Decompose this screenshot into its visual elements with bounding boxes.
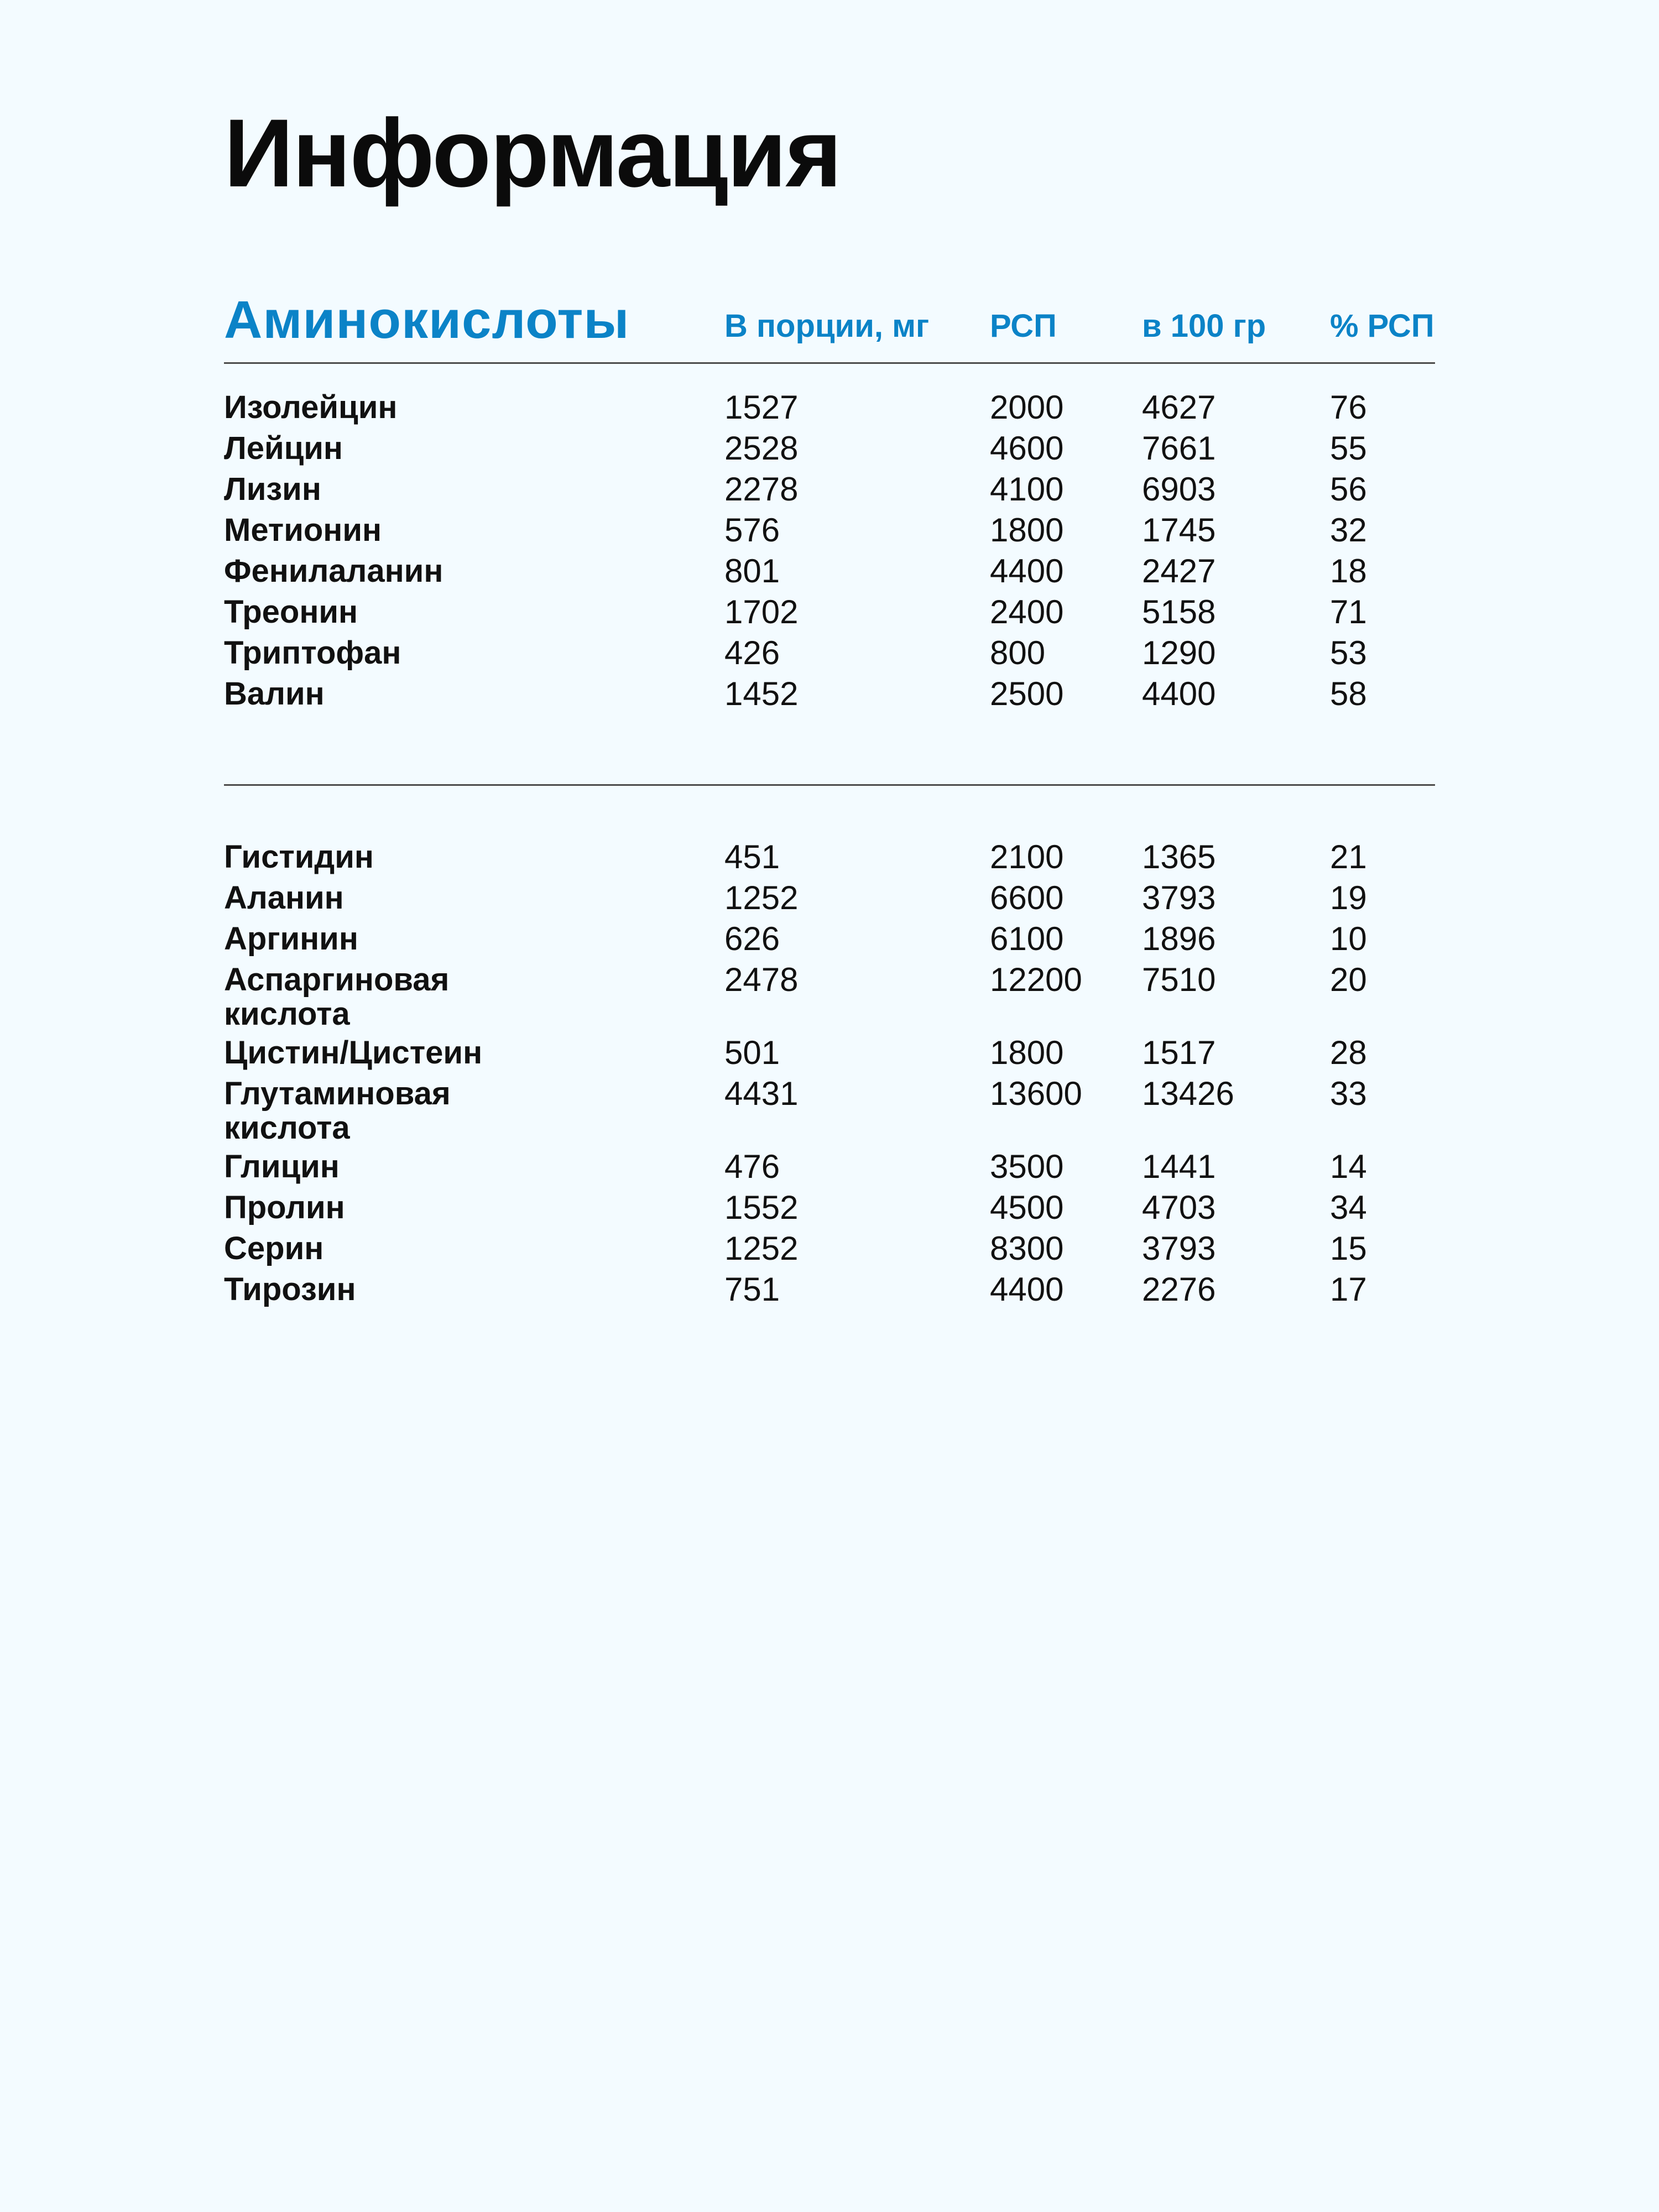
percent-rsp-value: 56 <box>1330 471 1367 508</box>
percent-rsp-value: 33 <box>1330 1075 1367 1112</box>
rsp-value: 4600 <box>990 430 1064 467</box>
percent-rsp-value: 28 <box>1330 1034 1367 1071</box>
percent-rsp-value: 32 <box>1330 512 1367 549</box>
table-row <box>224 881 1435 922</box>
amino-acid-name: Пролин <box>224 1190 345 1225</box>
portion-value: 1552 <box>724 1189 799 1226</box>
rsp-value: 2400 <box>990 593 1064 630</box>
rsp-value: 8300 <box>990 1230 1064 1267</box>
percent-rsp-value: 19 <box>1330 879 1367 916</box>
portion-value: 501 <box>724 1034 780 1071</box>
table-row <box>224 472 1435 513</box>
rsp-value: 4100 <box>990 471 1064 508</box>
portion-value: 426 <box>724 634 780 671</box>
table-row <box>224 1272 1435 1313</box>
amino-acid-name: Аспаргиновая кислота <box>224 962 450 1032</box>
rsp-value: 1800 <box>990 512 1064 549</box>
per-100g-value: 4703 <box>1142 1189 1216 1226</box>
amino-acid-name: Аланин <box>224 880 344 916</box>
per-100g-value: 4400 <box>1142 675 1216 712</box>
table-row <box>224 922 1435 963</box>
per-100g-value: 4627 <box>1142 389 1216 426</box>
per-100g-value: 1365 <box>1142 838 1216 875</box>
portion-value: 1252 <box>724 879 799 916</box>
per-100g-value: 1896 <box>1142 920 1216 957</box>
table-row <box>224 636 1435 677</box>
portion-value: 1452 <box>724 675 799 712</box>
percent-rsp-value: 18 <box>1330 552 1367 589</box>
rsp-header: РСП <box>990 308 1057 344</box>
amino-acid-name: Валин <box>224 676 325 712</box>
rsp-value: 3500 <box>990 1148 1064 1185</box>
rsp-value: 2100 <box>990 838 1064 875</box>
portion-value: 451 <box>724 838 780 875</box>
rsp-value: 2500 <box>990 675 1064 712</box>
portion-value: 4431 <box>724 1075 799 1112</box>
portion-value: 2528 <box>724 430 799 467</box>
per-100g-value: 5158 <box>1142 593 1216 630</box>
essential-amino-acids-section <box>224 364 1435 718</box>
rsp-value: 4400 <box>990 1271 1064 1308</box>
amino-acid-name: Аргинин <box>224 921 358 957</box>
table-row <box>224 513 1435 554</box>
rsp-value: 4500 <box>990 1189 1064 1226</box>
percent-rsp-value: 71 <box>1330 593 1367 630</box>
percent-rsp-value: 20 <box>1330 961 1367 998</box>
portion-value: 801 <box>724 552 780 589</box>
amino-acid-name: Цистин/Цистеин <box>224 1035 483 1071</box>
nonessential-amino-acids-section <box>224 786 1435 1313</box>
rsp-value: 2000 <box>990 389 1064 426</box>
portion-value: 751 <box>724 1271 780 1308</box>
percent-rsp-value: 53 <box>1330 634 1367 671</box>
portion-value: 2478 <box>724 961 799 998</box>
amino-acid-name: Изолейцин <box>224 389 398 425</box>
amino-acid-name: Фенилаланин <box>224 553 444 589</box>
amino-acids-table <box>224 279 1435 1313</box>
per-100g-header: в 100 гр <box>1142 308 1266 344</box>
percent-rsp-value: 55 <box>1330 430 1367 467</box>
per-100g-value: 3793 <box>1142 879 1216 916</box>
percent-rsp-value: 76 <box>1330 389 1367 426</box>
amino-acid-name: Триптофан <box>224 635 401 671</box>
percent-rsp-value: 10 <box>1330 920 1367 957</box>
rsp-value: 6600 <box>990 879 1064 916</box>
portion-header: В порции, мг <box>724 308 930 344</box>
amino-acid-name: Гистидин <box>224 839 374 875</box>
portion-value: 476 <box>724 1148 780 1185</box>
table-row <box>224 677 1435 718</box>
amino-acid-name: Лейцин <box>224 430 343 466</box>
per-100g-value: 3793 <box>1142 1230 1216 1267</box>
portion-value: 576 <box>724 512 780 549</box>
per-100g-value: 2427 <box>1142 552 1216 589</box>
table-row <box>224 554 1435 595</box>
amino-acid-name: Лизин <box>224 471 321 507</box>
table-row <box>224 595 1435 636</box>
percent-rsp-header: % РСП <box>1330 308 1434 344</box>
portion-value: 1527 <box>724 389 799 426</box>
per-100g-value: 1441 <box>1142 1148 1216 1185</box>
per-100g-value: 6903 <box>1142 471 1216 508</box>
per-100g-value: 13426 <box>1142 1075 1234 1112</box>
percent-rsp-value: 15 <box>1330 1230 1367 1267</box>
per-100g-value: 1517 <box>1142 1034 1216 1071</box>
table-row <box>224 1150 1435 1191</box>
table-row <box>224 963 1435 1036</box>
table-row <box>224 431 1435 472</box>
percent-rsp-value: 17 <box>1330 1271 1367 1308</box>
per-100g-value: 7510 <box>1142 961 1216 998</box>
table-row <box>224 1077 1435 1150</box>
amino-acids-header: Аминокислоты <box>224 290 630 349</box>
percent-rsp-value: 34 <box>1330 1189 1367 1226</box>
per-100g-value: 2276 <box>1142 1271 1216 1308</box>
amino-acid-name: Метионин <box>224 512 382 548</box>
rsp-value: 6100 <box>990 920 1064 957</box>
amino-acid-name: Серин <box>224 1230 324 1266</box>
amino-acid-name: Глутаминовая кислота <box>224 1076 451 1146</box>
amino-acid-name: Тирозин <box>224 1271 356 1307</box>
table-row <box>224 390 1435 431</box>
per-100g-value: 1745 <box>1142 512 1216 549</box>
portion-value: 1252 <box>724 1230 799 1267</box>
per-100g-value: 1290 <box>1142 634 1216 671</box>
rsp-value: 1800 <box>990 1034 1064 1071</box>
table-row <box>224 1232 1435 1272</box>
percent-rsp-value: 58 <box>1330 675 1367 712</box>
table-header <box>224 279 1435 362</box>
portion-value: 2278 <box>724 471 799 508</box>
rsp-value: 12200 <box>990 961 1082 998</box>
table-row <box>224 840 1435 881</box>
table-row <box>224 1191 1435 1232</box>
percent-rsp-value: 21 <box>1330 838 1367 875</box>
rsp-value: 13600 <box>990 1075 1082 1112</box>
per-100g-value: 7661 <box>1142 430 1216 467</box>
page-title: Информация <box>224 100 841 207</box>
amino-acid-name: Треонин <box>224 594 358 630</box>
rsp-value: 4400 <box>990 552 1064 589</box>
rsp-value: 800 <box>990 634 1046 671</box>
percent-rsp-value: 14 <box>1330 1148 1367 1185</box>
table-row <box>224 1036 1435 1077</box>
portion-value: 1702 <box>724 593 799 630</box>
amino-acid-name: Глицин <box>224 1149 340 1185</box>
portion-value: 626 <box>724 920 780 957</box>
